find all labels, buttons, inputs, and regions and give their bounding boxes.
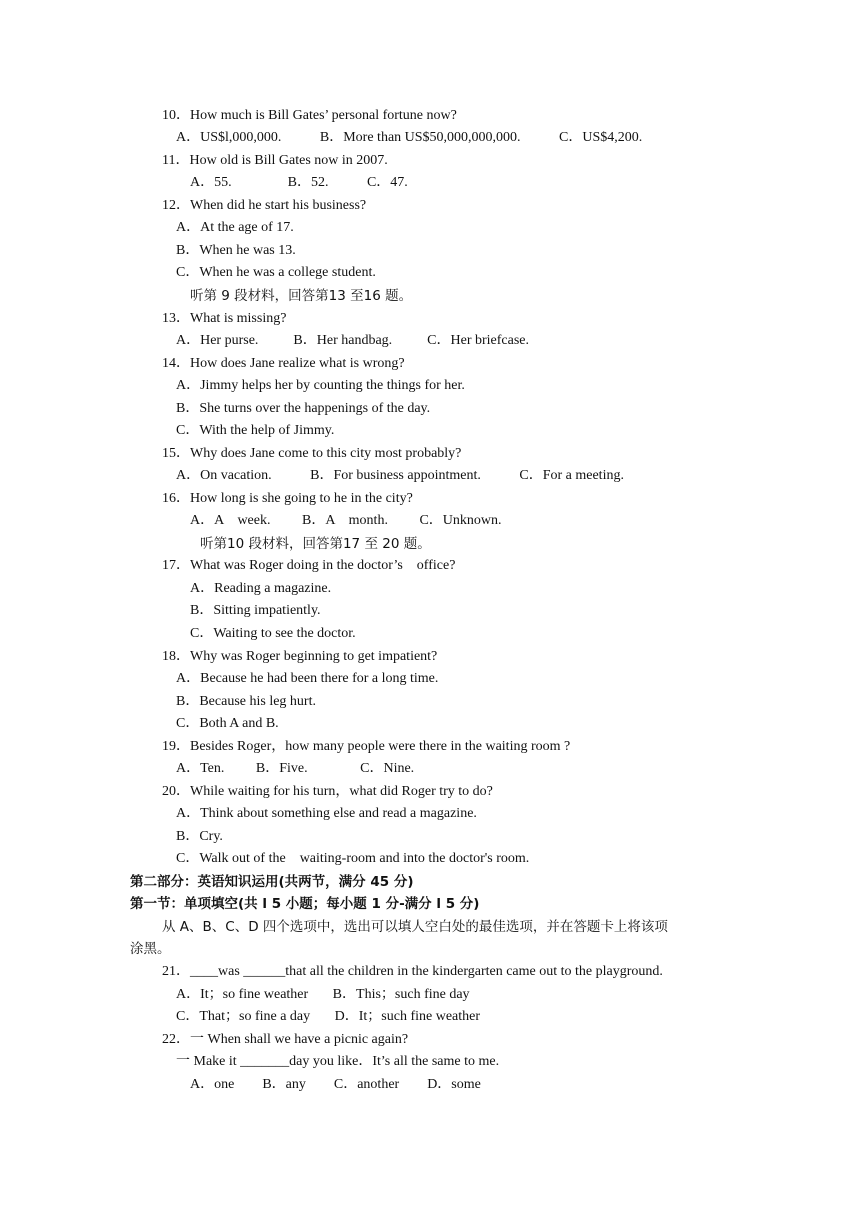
question-22: 22．一 When shall we have a picnic again? <box>162 1032 409 1047</box>
option-20b: B．Cry. <box>176 829 223 844</box>
question-22-reply: 一 Make it _______day you like．It’s all the same to me. <box>176 1054 500 1069</box>
option-12a: A．At the age of 17. <box>176 220 294 235</box>
option-14c: C．With the help of Jimmy. <box>176 423 335 438</box>
question-21: 21．____was ______that all the children in the kindergarten came out to the playground. <box>162 964 663 979</box>
question-11: 11．How old is Bill Gates now in 2007. <box>162 153 388 168</box>
question-17: 17．What was Roger doing in the doctor’s office? <box>162 558 456 573</box>
options-21-cd: C．That；so fine a day D．It；such fine weather <box>176 1009 481 1024</box>
section-instruction: 从 A、B、C、D 四个选项中，选出可以填人空白处的最佳选项，并在答题卡上将该项 <box>162 919 668 935</box>
options-13: A．Her purse. B．Her handbag. C．Her briefcase. <box>176 333 530 348</box>
options-16: A．A week. B．A month. C．Unknown. <box>190 513 502 528</box>
options-21-ab: A．It；so fine weather B．This；such fine day <box>176 987 470 1002</box>
option-12c: C．When he was a college student. <box>176 265 376 280</box>
section-instruction-cont: 涂黑。 <box>130 941 171 957</box>
option-18b: B．Because his leg hurt. <box>176 694 316 709</box>
option-20c: C．Walk out of the waiting-room and into the doctor's room. <box>176 851 530 866</box>
option-12b: B．When he was 13. <box>176 243 296 258</box>
section-one-heading: 第一节：单项填空(共 l 5 小题；每小题 1 分-满分 l 5 分) <box>130 896 480 912</box>
option-14a: A．Jimmy helps her by counting the things for her. <box>176 378 465 393</box>
question-19: 19．Besides Roger，how many people were there in the waiting room ? <box>162 739 571 754</box>
question-12: 12．When did he start his business? <box>162 198 367 213</box>
option-17b: B．Sitting impatiently. <box>190 603 321 618</box>
options-10: A．US$l,000,000. B．More than US$50,000,000,000. C．US$4,200. <box>176 130 643 145</box>
option-17c: C．Waiting to see the doctor. <box>190 626 356 641</box>
question-13: 13．What is missing? <box>162 311 287 326</box>
options-19: A．Ten. B．Five. C．Nine. <box>176 761 415 776</box>
option-17a: A．Reading a magazine. <box>190 581 332 596</box>
instruction-section-9: 听第 9 段材料，回答第13 至16 题。 <box>190 288 413 304</box>
options-11: A．55. B．52. C．47. <box>190 175 408 190</box>
question-15: 15．Why does Jane come to this city most probably? <box>162 446 462 461</box>
question-10: 10．How much is Bill Gates’ personal fortune now? <box>162 108 457 123</box>
question-14: 14．How does Jane realize what is wrong? <box>162 356 405 371</box>
option-18a: A．Because he had been there for a long time. <box>176 671 439 686</box>
option-18c: C．Both A and B. <box>176 716 279 731</box>
option-20a: A．Think about something else and read a magazine. <box>176 806 477 821</box>
options-15: A．On vacation. B．For business appointment. C．For a meeting. <box>176 468 624 483</box>
part-two-heading: 第二部分：英语知识运用(共两节，满分 45 分) <box>130 874 414 890</box>
question-18: 18．Why was Roger beginning to get impatient? <box>162 649 438 664</box>
question-20: 20．While waiting for his turn，what did Roger try to do? <box>162 784 493 799</box>
instruction-section-10: 听第10 段材料，回答第17 至 20 题。 <box>200 536 431 552</box>
option-14b: B．She turns over the happenings of the day. <box>176 401 431 416</box>
options-22: A．one B．any C．another D．some <box>190 1077 481 1092</box>
question-16: 16．How long is she going to he in the city? <box>162 491 413 506</box>
